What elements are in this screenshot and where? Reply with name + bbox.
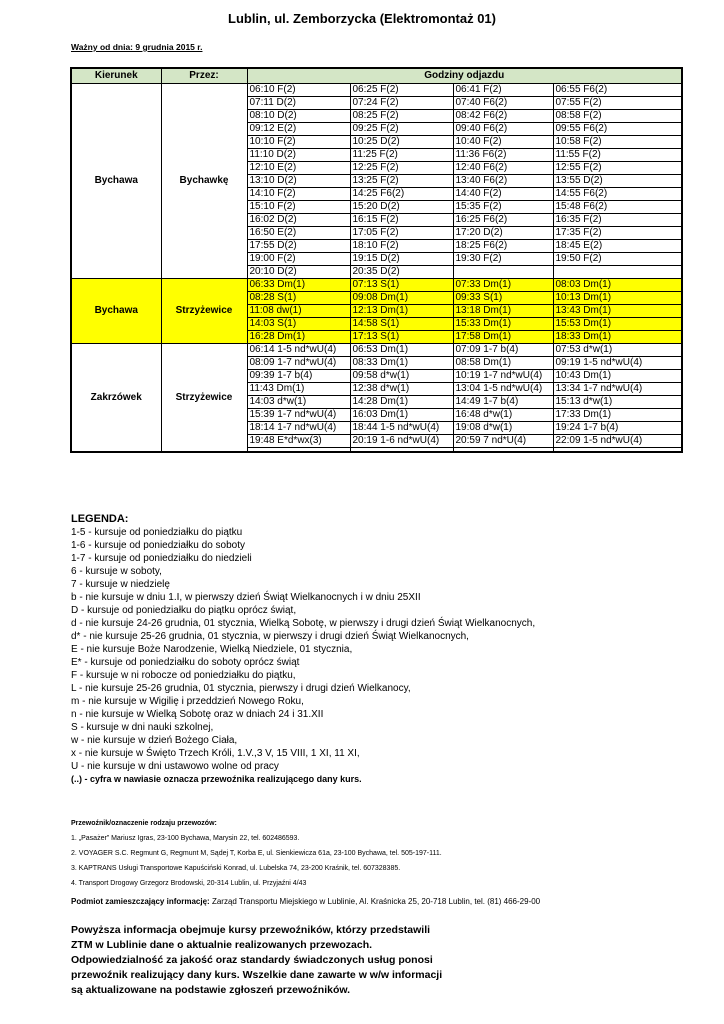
departure-time: 13:55 D(2) — [553, 175, 682, 188]
departure-time: 16:48 d*w(1) — [453, 409, 553, 422]
departure-time: 19:50 F(2) — [553, 253, 682, 266]
departure-time: 06:55 F6(2) — [553, 84, 682, 97]
departure-time — [553, 448, 682, 453]
legend-item: b - nie kursuje w dniu 1.I, w pierwszy dzień Świąt Wielkanocnych i w dniu 25XII — [71, 592, 421, 603]
departure-time — [453, 266, 553, 279]
departure-time: 20:35 D(2) — [350, 266, 453, 279]
departure-time: 09:55 F6(2) — [553, 123, 682, 136]
legend-item: 1-7 - kursuje od poniedziałku do niedzieli — [71, 553, 252, 564]
departure-time: 14:03 d*w(1) — [247, 396, 350, 409]
departure-time: 15:13 d*w(1) — [553, 396, 682, 409]
departure-time: 17:33 Dm(1) — [553, 409, 682, 422]
publisher-label: Podmiot zamieszczający informację: — [71, 897, 210, 906]
timetable-row — [71, 84, 682, 97]
departure-time: 19:30 F(2) — [453, 253, 553, 266]
legend-item: 1-6 - kursuje od poniedziałku do soboty — [71, 540, 245, 551]
departure-time: 08:28 S(1) — [247, 292, 350, 305]
departure-time: 13:04 1-5 nd*wU(4) — [453, 383, 553, 396]
departure-time: 13:18 Dm(1) — [453, 305, 553, 318]
departure-time: 08:42 F6(2) — [453, 110, 553, 123]
departure-time: 14:49 1-7 b(4) — [453, 396, 553, 409]
departure-time: 16:15 F(2) — [350, 214, 453, 227]
legend-item: m - nie kursuje w Wigilię i przeddzień Nowego Roku, — [71, 696, 304, 707]
departure-time: 15:48 F6(2) — [553, 201, 682, 214]
route-direction: Bychawa — [71, 84, 161, 279]
departure-time: 08:10 D(2) — [247, 110, 350, 123]
carrier-item: 1. „Pasażer” Mariusz Igras, 23-100 Bychawa, Marysin 22, tel. 602486593. — [71, 835, 300, 842]
departure-time: 11:08 dw(1) — [247, 305, 350, 318]
legend-item: 7 - kursuje w niedzielę — [71, 579, 170, 590]
departure-time: 10:43 Dm(1) — [553, 370, 682, 383]
legend-item: F - kursuje w ni robocze od poniedziałku do piątku, — [71, 670, 296, 681]
legend-item: x - nie kursuje w Święto Trzech Króli, 1.V.,3 V, 15 VIII, 1 XI, 11 XI, — [71, 748, 360, 759]
departure-time: 10:10 F(2) — [247, 136, 350, 149]
departure-time: 14:25 F6(2) — [350, 188, 453, 201]
carrier-item: 3. KAPTRANS Usługi Transportowe Kapuściński Konrad, ul. Lubelska 74, 23-200 Kraśnik, tel. 607328385. — [71, 865, 401, 872]
route-via: Strzyżewice — [161, 344, 247, 453]
departure-time: 13:34 1-7 nd*wU(4) — [553, 383, 682, 396]
disclaimer-line: Odpowiedzialność za jakość oraz standardy świadczonych usług ponosi — [71, 954, 433, 966]
route-direction: Zakrzówek — [71, 344, 161, 453]
departure-time: 12:25 F(2) — [350, 162, 453, 175]
departure-time: 06:10 F(2) — [247, 84, 350, 97]
departure-time: 07:09 1-7 b(4) — [453, 344, 553, 357]
departure-time: 22:09 1-5 nd*wU(4) — [553, 435, 682, 448]
departure-time: 15:20 D(2) — [350, 201, 453, 214]
legend-item: w - nie kursuje w dzień Bożego Ciała, — [71, 735, 238, 746]
departure-time: 06:53 Dm(1) — [350, 344, 453, 357]
departure-time: 08:33 Dm(1) — [350, 357, 453, 370]
departure-time: 13:40 F6(2) — [453, 175, 553, 188]
departure-time: 10:19 1-7 nd*wU(4) — [453, 370, 553, 383]
departure-time: 20:59 7 nd*U(4) — [453, 435, 553, 448]
departure-time: 06:25 F(2) — [350, 84, 453, 97]
departure-time: 13:25 F(2) — [350, 175, 453, 188]
departure-time: 17:05 F(2) — [350, 227, 453, 240]
departure-time: 11:25 F(2) — [350, 149, 453, 162]
departure-time — [453, 448, 553, 453]
departure-time: 17:20 D(2) — [453, 227, 553, 240]
departure-time: 15:10 F(2) — [247, 201, 350, 214]
departure-time: 14:10 F(2) — [247, 188, 350, 201]
departure-time: 19:48 E*d*wx(3) — [247, 435, 350, 448]
departure-time: 20:19 1-6 nd*wU(4) — [350, 435, 453, 448]
disclaimer — [71, 923, 491, 998]
legend-heading: LEGENDA: — [71, 513, 129, 525]
header-times: Godziny odjazdu — [247, 68, 682, 84]
departure-time: 16:35 F(2) — [553, 214, 682, 227]
legend-item: E* - kursuje od poniedziałku do soboty oprócz świąt — [71, 657, 300, 668]
legend-item: 1-5 - kursuje od poniedziałku do piątku — [71, 527, 243, 538]
departure-time: 09:58 d*w(1) — [350, 370, 453, 383]
departure-time: 07:40 F6(2) — [453, 97, 553, 110]
departure-time: 15:35 F(2) — [453, 201, 553, 214]
legend-item: d* - nie kursuje 25-26 grudnia, 01 stycznia, w pierwszy i drugi dzień Świąt Wielkanocnych, — [71, 631, 469, 642]
departure-time: 14:58 S(1) — [350, 318, 453, 331]
departure-time: 17:35 F(2) — [553, 227, 682, 240]
departure-time: 18:45 E(2) — [553, 240, 682, 253]
departure-time: 19:00 F(2) — [247, 253, 350, 266]
departure-time: 09:40 F6(2) — [453, 123, 553, 136]
departure-time: 07:24 F(2) — [350, 97, 453, 110]
timetable-header — [71, 68, 682, 84]
departure-time: 07:13 S(1) — [350, 279, 453, 292]
timetable — [70, 67, 683, 453]
carriers-heading: Przewoźnik/oznaczenie rodzaju przewozów: — [71, 820, 217, 827]
carriers — [71, 816, 691, 891]
departure-time — [247, 448, 350, 453]
departure-time — [350, 448, 453, 453]
departure-time: 09:12 E(2) — [247, 123, 350, 136]
departure-time: 11:43 Dm(1) — [247, 383, 350, 396]
departure-time: 11:10 D(2) — [247, 149, 350, 162]
departure-time: 09:33 S(1) — [453, 292, 553, 305]
legend-item: D - kursuje od poniedziałku do piątku oprócz świąt, — [71, 605, 297, 616]
departure-time: 10:13 Dm(1) — [553, 292, 682, 305]
departure-time: 08:03 Dm(1) — [553, 279, 682, 292]
departure-time: 09:19 1-5 nd*wU(4) — [553, 357, 682, 370]
departure-time: 18:25 F6(2) — [453, 240, 553, 253]
departure-time: 18:44 1-5 nd*wU(4) — [350, 422, 453, 435]
carrier-item: 2. VOYAGER S.C. Regmunt G, Regmunt M, Sądej T, Korba E, ul. Sienkiewicza 61a, 23-100 Bychawa, tel. 505-197-111. — [71, 850, 442, 857]
departure-time: 16:25 F6(2) — [453, 214, 553, 227]
departure-time: 10:25 D(2) — [350, 136, 453, 149]
departure-time: 16:50 E(2) — [247, 227, 350, 240]
departure-time: 15:39 1-7 nd*wU(4) — [247, 409, 350, 422]
departure-time: 12:38 d*w(1) — [350, 383, 453, 396]
departure-time: 10:58 F(2) — [553, 136, 682, 149]
departure-time: 12:55 F(2) — [553, 162, 682, 175]
departure-time: 14:40 F(2) — [453, 188, 553, 201]
disclaimer-line: Powyższa informacja obejmuje kursy przewoźników, którzy przedstawili — [71, 924, 431, 936]
departure-time: 07:11 D(2) — [247, 97, 350, 110]
departure-time: 16:03 Dm(1) — [350, 409, 453, 422]
departure-time: 19:15 D(2) — [350, 253, 453, 266]
legend-item: d - nie kursuje 24-26 grudnia, 01 stycznia, Wielką Sobotę, w pierwszy i drugi dzień Świąt Wielkanocnych, — [71, 618, 536, 629]
departure-time: 11:36 F6(2) — [453, 149, 553, 162]
carriers-list — [71, 831, 691, 891]
departure-time: 08:25 F(2) — [350, 110, 453, 123]
departure-time: 15:53 Dm(1) — [553, 318, 682, 331]
header-direction: Kierunek — [71, 68, 161, 84]
legend-item: L - nie kursuje 25-26 grudnia, 01 stycznia, pierwszy i drugi dzień Wielkanocy, — [71, 683, 411, 694]
legend-item: 6 - kursuje w soboty, — [71, 566, 162, 577]
departure-time: 17:55 D(2) — [247, 240, 350, 253]
departure-time: 13:43 Dm(1) — [553, 305, 682, 318]
departure-time: 17:13 S(1) — [350, 331, 453, 344]
departure-time: 09:39 1-7 b(4) — [247, 370, 350, 383]
route-direction: Bychawa — [71, 279, 161, 344]
departure-time: 09:25 F(2) — [350, 123, 453, 136]
disclaimer-line: są aktualizowane na podstawie zgłoszeń przewoźników. — [71, 984, 351, 996]
timetable-row — [71, 279, 682, 292]
legend-item: E - nie kursuje Boże Narodzenie, Wielką Niedziele, 01 stycznia, — [71, 644, 353, 655]
departure-time: 17:58 Dm(1) — [453, 331, 553, 344]
header-via: Przez: — [161, 68, 247, 84]
departure-time: 08:58 F(2) — [553, 110, 682, 123]
legend-item: S - kursuje w dni nauki szkolnej, — [71, 722, 214, 733]
departure-time: 07:33 Dm(1) — [453, 279, 553, 292]
route-via: Bychawkę — [161, 84, 247, 279]
departure-time: 08:58 Dm(1) — [453, 357, 553, 370]
timetable-row — [71, 344, 682, 357]
departure-time: 14:55 F6(2) — [553, 188, 682, 201]
legend — [71, 513, 671, 786]
departure-time: 14:28 Dm(1) — [350, 396, 453, 409]
departure-time: 18:14 1-7 nd*wU(4) — [247, 422, 350, 435]
disclaimer-line: przewoźnik realizujący dany kurs. Wszelkie dane zawarte w w/w informacji — [71, 969, 443, 981]
departure-time: 06:33 Dm(1) — [247, 279, 350, 292]
departure-time: 07:55 F(2) — [553, 97, 682, 110]
legend-note: (..) - cyfra w nawiasie oznacza przewoźnika realizującego dany kurs. — [71, 774, 362, 784]
departure-time: 19:24 1-7 b(4) — [553, 422, 682, 435]
publisher-info — [71, 897, 711, 906]
legend-list — [71, 526, 671, 773]
departure-time: 06:41 F(2) — [453, 84, 553, 97]
publisher-text: Zarząd Transportu Miejskiego w Lublinie, Al. Kraśnicka 25, 20-718 Lublin, tel. (81) 466-29-00 — [211, 897, 541, 906]
departure-time: 08:09 1-7 nd*wU(4) — [247, 357, 350, 370]
route-via: Strzyżewice — [161, 279, 247, 344]
departure-time: 12:40 F6(2) — [453, 162, 553, 175]
valid-from: Ważny od dnia: 9 grudnia 2015 r. — [71, 42, 203, 52]
departure-time: 12:13 Dm(1) — [350, 305, 453, 318]
departure-time: 07:53 d*w(1) — [553, 344, 682, 357]
departure-time: 14:03 S(1) — [247, 318, 350, 331]
page-title: Lublin, ul. Zemborzycka (Elektromontaż 01) — [228, 11, 496, 26]
disclaimer-line: ZTM w Lublinie dane o aktualnie realizowanych przewozach. — [71, 939, 373, 951]
departure-time: 12:10 E(2) — [247, 162, 350, 175]
departure-time: 19:08 d*w(1) — [453, 422, 553, 435]
departure-time: 15:33 Dm(1) — [453, 318, 553, 331]
legend-item: U - nie kursuje w dni ustawowo wolne od pracy — [71, 761, 279, 772]
departure-time: 18:10 F(2) — [350, 240, 453, 253]
departure-time: 16:02 D(2) — [247, 214, 350, 227]
departure-time — [553, 266, 682, 279]
departure-time: 13:10 D(2) — [247, 175, 350, 188]
legend-item: n - nie kursuje w Wielką Sobotę oraz w dniach 24 i 31.XII — [71, 709, 324, 720]
departure-time: 10:40 F(2) — [453, 136, 553, 149]
departure-time: 11:55 F(2) — [553, 149, 682, 162]
departure-time: 06:14 1-5 nd*wU(4) — [247, 344, 350, 357]
departure-time: 16:28 Dm(1) — [247, 331, 350, 344]
carrier-item: 4. Transport Drogowy Grzegorz Brodowski, 20-314 Lublin, ul. Przyjaźni 4/43 — [71, 880, 307, 887]
departure-time: 20:10 D(2) — [247, 266, 350, 279]
departure-time: 09:08 Dm(1) — [350, 292, 453, 305]
departure-time: 18:33 Dm(1) — [553, 331, 682, 344]
